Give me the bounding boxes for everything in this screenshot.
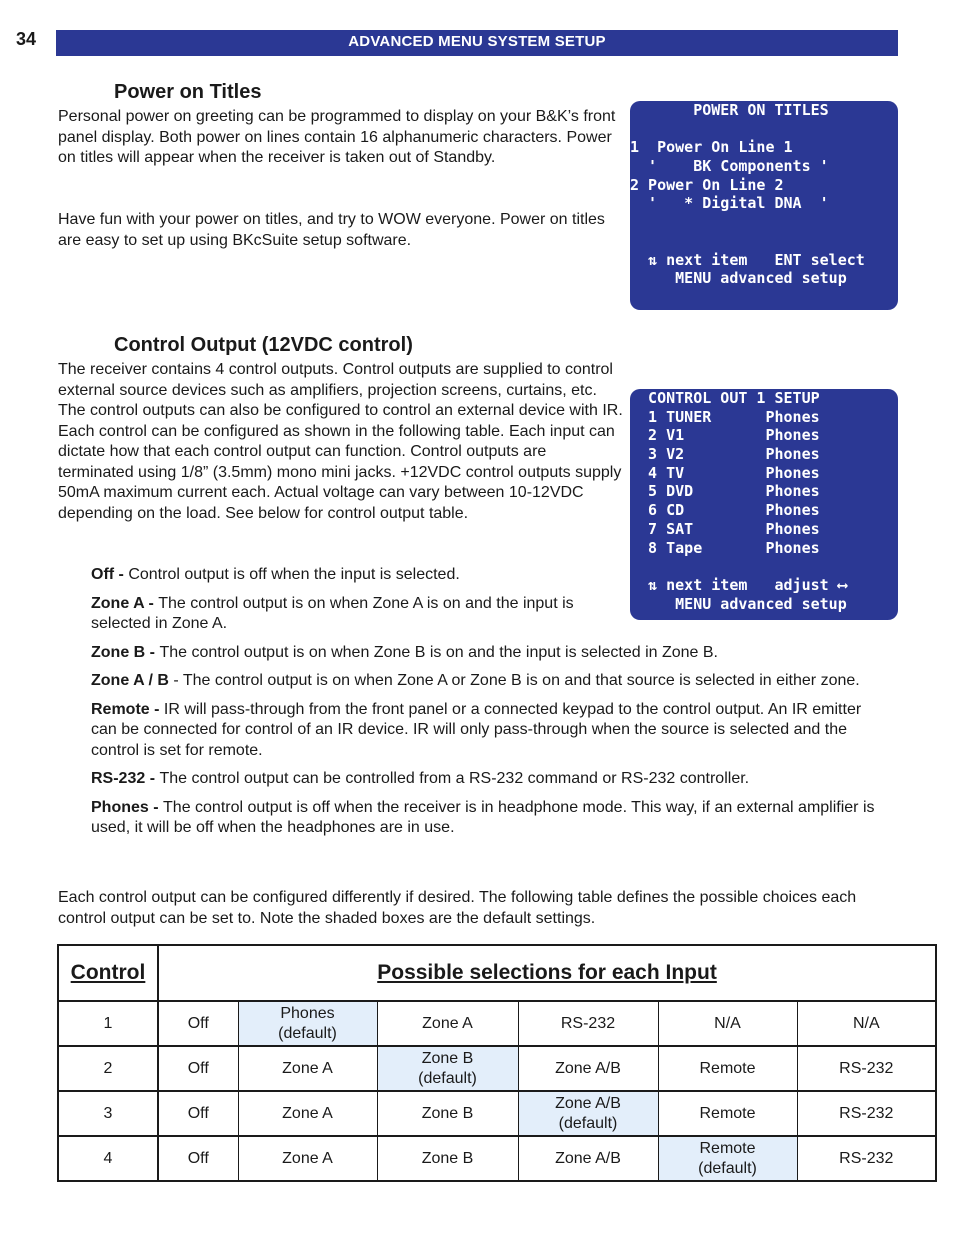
power-on-titles-para2: Have fun with your power on titles, and try to WOW everyone. Power on titles are easy to set up using BKcSuite setup software. [58, 211, 605, 249]
power-titles-display-line: ⇅ next item ENT select [630, 250, 865, 269]
selection-cell: Off [158, 1046, 238, 1091]
selection-cell: N/A [658, 1001, 797, 1046]
definition-text: Control output is off when the input is selected. [128, 566, 460, 583]
selection-cell: N/A [797, 1001, 936, 1046]
power-on-titles-display [630, 101, 898, 310]
control-number-cell: 1 [58, 1001, 158, 1046]
definition-text: IR will pass-through from the front panel or a connected keypad to the control output. An IR emitter can be connected for control of an IR device. IR will only pass-through when the source is selected and the control is set for remote. [91, 700, 862, 759]
control-output-para: The receiver contains 4 control outputs. Control outputs are supplied to control external source devices such as amplifiers, projection screens, curtains, etc. The control outputs can also be configured to control an external device with IR. Each control can be configured as shown in the following table. Each input can dictate how that each control output can function. Control outputs are terminated using 1/8” (3.5mm) mono mini jacks. +12VDC control outputs supply 50mA maximum current each. Actual voltage can vary between 10-12VDC depending on the load. See below for control output table. [58, 361, 623, 522]
selection-cell: Zone B [377, 1091, 518, 1136]
power-titles-display-line: ' * Digital DNA ' [630, 194, 829, 213]
selection-cell: Zone A [238, 1046, 377, 1091]
definition-term: Zone A / B [91, 672, 169, 689]
definition-text: - The control output is on when Zone A or Zone B is on and that source is selected in either zone. [168, 672, 860, 689]
control-out-display-line: 7 SAT Phones [630, 519, 820, 538]
control-number-cell: 2 [58, 1046, 158, 1091]
control-out-display-line: 3 V2 Phones [630, 445, 820, 464]
table-row [58, 1001, 936, 1046]
control-out-display-line: ⇅ next item adjust ⟷ [630, 575, 847, 594]
definition-item [91, 565, 616, 586]
section-header: ADVANCED MENU SYSTEM SETUP [56, 30, 898, 56]
control-out-display-line: MENU advanced setup [630, 594, 847, 613]
default-selection-cell: Remote (default) [658, 1136, 797, 1181]
control-out-display-line: 2 V1 Phones [630, 426, 820, 445]
power-on-titles-heading: Power on Titles [114, 81, 262, 103]
definition-item [91, 594, 616, 635]
control-out-display-line: 5 DVD Phones [630, 482, 820, 501]
definition-item [91, 769, 891, 790]
definition-item [91, 643, 891, 664]
power-titles-display-line: POWER ON TITLES [630, 101, 829, 119]
power-titles-display-line: 1 Power On Line 1 [630, 138, 793, 157]
definition-item [91, 798, 891, 839]
power-titles-display-line [630, 213, 898, 232]
definition-term: Phones - [91, 798, 164, 816]
selection-cell: Zone A [238, 1136, 377, 1181]
table-intro: Each control output can be configured differently if desired. The following table defines the possible choices each control output can be set to. Note the shaded boxes are the default settings. [58, 889, 857, 927]
control-output-heading: Control Output (12VDC control) [114, 334, 413, 356]
power-on-titles-para1: Personal power on greeting can be programmed to display on your B&K’s front panel display. Both power on lines contain 16 alphanumeric characters. Power on titles will appear when the receiver is taken out of Standby. [58, 108, 616, 166]
header-control: Control [58, 945, 158, 1001]
selection-cell: Remote [658, 1091, 797, 1136]
table-row [58, 1046, 936, 1091]
definition-item [91, 671, 891, 692]
selection-cell: Zone A/B [518, 1136, 658, 1181]
power-titles-display-line [630, 120, 898, 139]
default-selection-cell: Zone A/B (default) [518, 1091, 658, 1136]
table-row [58, 1091, 936, 1136]
control-out-display-line: 4 TV Phones [630, 463, 820, 482]
definition-item [91, 700, 891, 762]
selection-cell: Remote [658, 1046, 797, 1091]
control-number-cell: 4 [58, 1136, 158, 1181]
definition-term: Remote - [91, 700, 164, 718]
control-number-cell: 3 [58, 1091, 158, 1136]
selection-cell: Off [158, 1136, 238, 1181]
default-selection-cell: Zone B (default) [377, 1046, 518, 1091]
table-row [58, 1136, 936, 1181]
default-selection-cell: Phones (default) [238, 1001, 377, 1046]
selection-cell: RS-232 [797, 1091, 936, 1136]
control-out-display-line: 1 TUNER Phones [630, 407, 820, 426]
definition-term: Zone B - [91, 643, 160, 661]
power-titles-display-line: MENU advanced setup [630, 269, 847, 288]
page-number: 34 [16, 29, 37, 49]
selection-cell: RS-232 [797, 1136, 936, 1181]
selection-cell: RS-232 [518, 1001, 658, 1046]
power-titles-display-line: ' BK Components ' [630, 157, 829, 176]
selection-cell: Zone B [377, 1136, 518, 1181]
power-titles-display-line: 2 Power On Line 2 [630, 175, 784, 194]
control-out-display-line: 8 Tape Phones [630, 538, 820, 557]
selection-cell: Zone A [377, 1001, 518, 1046]
definitions-list [91, 565, 891, 847]
control-out-display-line: 6 CD Phones [630, 501, 820, 520]
control-out-display-line: CONTROL OUT 1 SETUP [630, 389, 820, 407]
selection-cell: Zone A [238, 1091, 377, 1136]
definition-text: The control output is off when the receiver is in headphone mode. This way, if an external amplifier is used, it will be off when the headphones are in use. [91, 798, 875, 836]
control-selection-table [57, 944, 937, 1182]
definition-text: The control output is on when Zone A is on and the input is selected in Zone A. [91, 594, 574, 632]
selection-cell: Off [158, 1091, 238, 1136]
selection-cell: Zone A/B [518, 1046, 658, 1091]
definition-term: Off - [91, 566, 129, 583]
definition-text: The control output is on when Zone B is on and the input is selected in Zone B. [159, 643, 718, 661]
definition-term: Zone A - [91, 594, 159, 612]
definition-text: The control output can be controlled from a RS-232 command or RS-232 controller. [159, 770, 750, 787]
selection-cell: Off [158, 1001, 238, 1046]
selection-cell: RS-232 [797, 1046, 936, 1091]
definition-term: RS-232 - [91, 770, 160, 787]
power-titles-display-line [630, 232, 898, 251]
header-possible-selections: Possible selections for each Input [158, 945, 936, 1001]
